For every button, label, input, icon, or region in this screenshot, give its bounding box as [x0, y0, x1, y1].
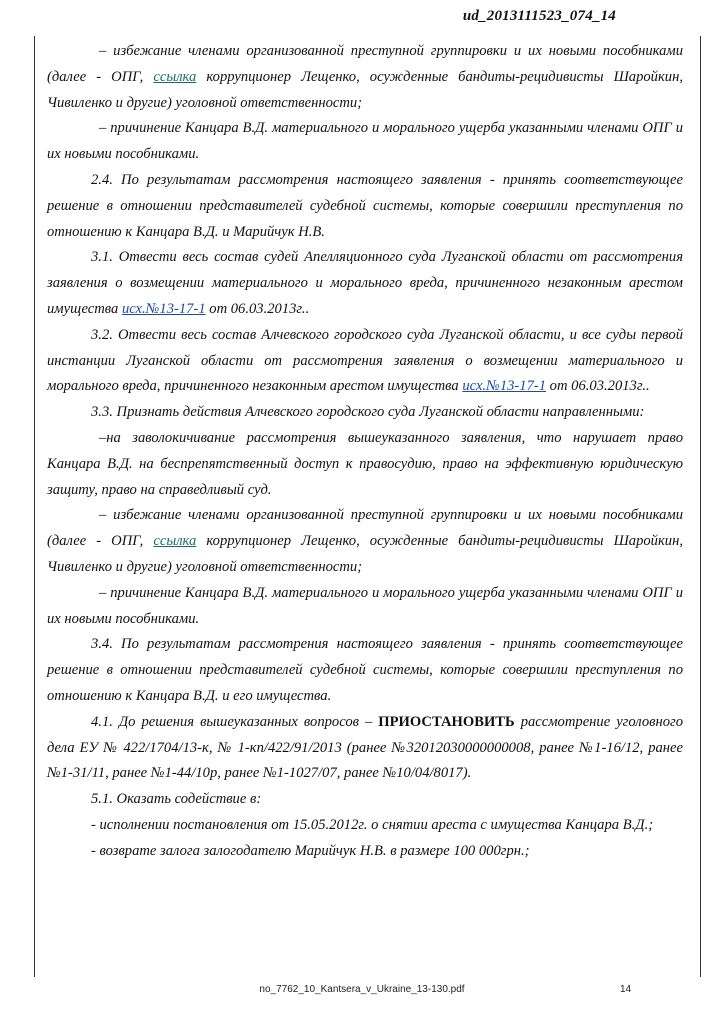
paragraph-3-2: 3.2. Отвести весь состав Алчевского городского суда Луганской области, и все суды первой инстанции Луганской области от рассмотрения заявления о возмещении материального и морального вреда, причиненного незаконным арестом имущества исх.№13-17-1 от 06.03.2013г..	[47, 326, 683, 395]
paragraph-3-3: 3.3. Признать действия Алчевского городского суда Луганской области направленными:	[91, 404, 645, 421]
document-id-header: ud_2013111523_074_14	[462, 8, 616, 24]
outgoing-number-link[interactable]: исх.№13-17-1	[462, 378, 547, 395]
paragraph-damage: – причинение Канцара В.Д. материального и морального ущерба указанными членами ОПГ и их новыми пособниками.	[47, 120, 683, 163]
paragraph-avoid-responsibility: – избежание членами организованной преступной группировки и их новыми пособниками (далее - ОПГ, ссылка коррупционер Лещенко, осужденные бандиты-рецидивисты Шаройкин, Чивиленко и другие) уголовной ответственности;	[47, 43, 683, 111]
footer-filename: no_7762_10_Kantsera_v_Ukraine_13-130.pdf	[259, 984, 465, 995]
paragraph-return-collateral: - возврате залога залогодателю Марийчук Н.В. в размере 100 000грн.;	[91, 842, 530, 859]
reference-link[interactable]: ссылка	[153, 68, 197, 85]
paragraph-delay: –на заволокичивание рассмотрения вышеуказанного заявления, что нарушает право Канцара В.Д. на беспрепятственный доступ к правосудию, право на эффективную юридическую защиту, право на справедливый суд.	[47, 429, 683, 498]
left-margin-line	[34, 36, 35, 977]
paragraph-5-1: 5.1. Оказать содействие в:	[91, 791, 262, 808]
paragraph-lift-arrest: - исполнении постановления от 15.05.2012г. о снятии ареста с имущества Канцара В.Д.;	[91, 816, 654, 833]
outgoing-number-link[interactable]: исх.№13-17-1	[121, 300, 206, 317]
paragraph-3-4: 3.4. По результатам рассмотрения настоящего заявления - принять соответствующее решение в отношении представителей судебной системы, которые совершили преступления по отношению к Канцара В.Д. и его имущества.	[47, 636, 683, 704]
page-number: 14	[620, 984, 632, 995]
right-margin-line	[700, 36, 701, 977]
paragraph-2-4: 2.4. По результатам рассмотрения настоящего заявления - принять соответствующее решение в отношении представителей судебной системы, которые совершили преступления по отношению к Канцара В.Д. и Марийчук Н.В.	[47, 171, 683, 240]
paragraph-3-1: 3.1. Отвести весь состав судей Апелляционного суда Луганской области от рассмотрения заявления о возмещении материального и морального вреда, причиненного незаконным арестом имущества исх.№13-17-1 от 06.03.2013г..	[47, 249, 683, 317]
paragraph-4-1: 4.1. До решения вышеуказанных вопросов – ПРИОСТАНОВИТЬ рассмотрение уголовного дела ЕУ № 422/1704/13-к, № 1-кп/422/91/2013 (ранее №32012030000000008, ранее №1-16/12, ранее №1-31/11, ранее №1-44/10р, ранее №1-1027/07, ранее №10/04/8017).	[47, 713, 683, 782]
paragraph-damage: – причинение Канцара В.Д. материального и морального ущерба указанными членами ОПГ и их новыми пособниками.	[47, 584, 683, 627]
reference-link[interactable]: ссылка	[153, 533, 197, 550]
document-body	[47, 39, 683, 865]
suspend-keyword: ПРИОСТАНОВИТЬ	[378, 713, 515, 730]
paragraph-avoid-responsibility: – избежание членами организованной преступной группировки и их новыми пособниками (далее - ОПГ, ссылка коррупционер Лещенко, осужденные бандиты-рецидивисты Шаройкин, Чивиленко и другие) уголовной ответственности;	[47, 507, 683, 575]
